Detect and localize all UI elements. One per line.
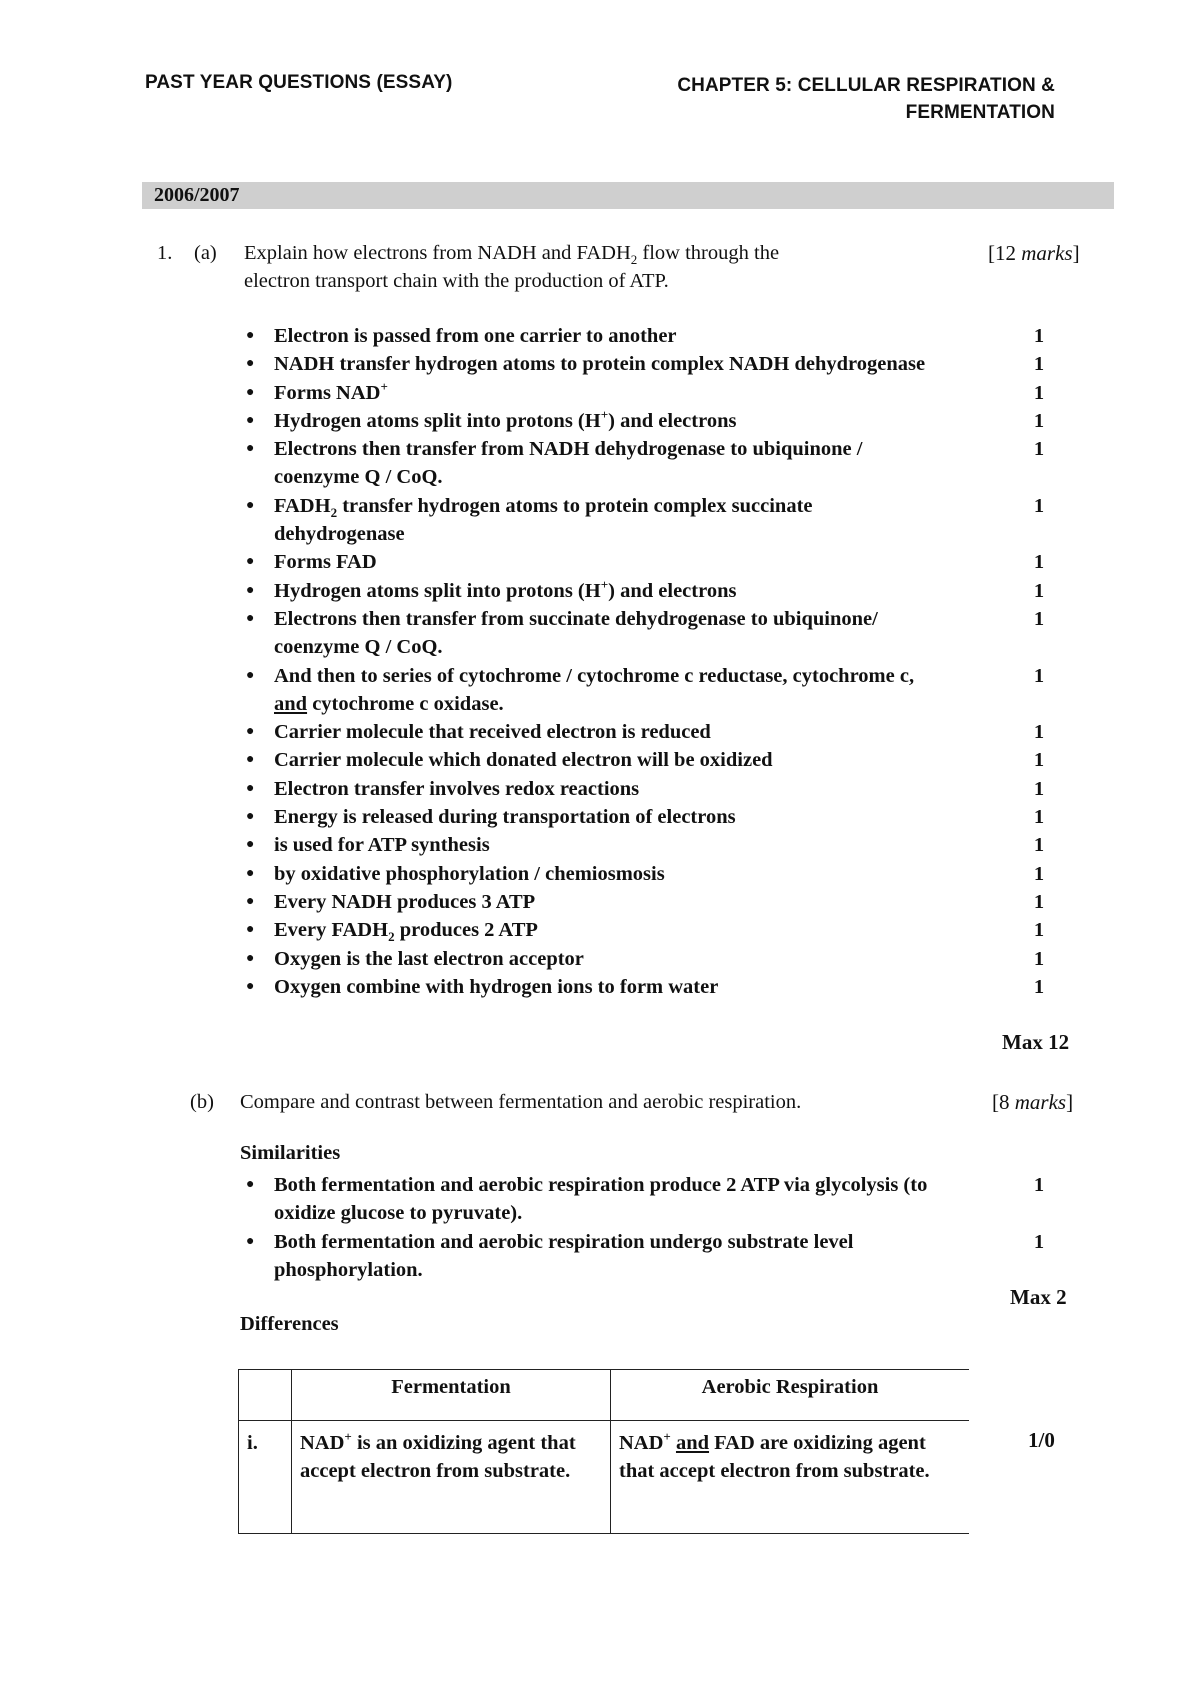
point-score: 1 (1033, 409, 1045, 432)
bullet-icon: ● (246, 1233, 255, 1249)
bullet-icon: ● (246, 922, 255, 938)
list-item (244, 576, 1045, 605)
part-a-question-line1: Explain how electrons from NADH and $FADH_2$ flow through the (244, 242, 780, 268)
list-item (244, 803, 1045, 831)
point-score: 1 (1033, 721, 1045, 744)
point-score: 1 (1033, 806, 1045, 829)
similarities-heading: Similarities (240, 1142, 341, 1164)
point-text: is used for ATP synthesis (274, 834, 490, 857)
point-text: Forms FAD (274, 551, 377, 574)
bullet-icon: ● (246, 554, 255, 570)
point-score: 1 (1033, 438, 1045, 461)
list-item (244, 605, 1045, 662)
table-cell-aerobic: NAD+ and FAD are oxidizing agent that accept electron from substrate. (611, 1421, 970, 1534)
differences-table (238, 1369, 969, 1534)
year-label: 2006/2007 (154, 184, 240, 206)
table-header-aerobic: Aerobic Respiration (611, 1370, 970, 1421)
bullet-icon: ● (246, 1177, 255, 1192)
point-text: Hydrogen atoms split into protons (H+) and electrons (274, 576, 737, 602)
table-cell-fermentation: NAD+ is an oxidizing agent that accept electron from substrate. (292, 1421, 611, 1534)
list-item (244, 492, 1045, 549)
list-item (244, 435, 1045, 492)
point-score: 1 (1033, 664, 1045, 687)
point-text: And then to series of cytochrome / cytochrome c reductase, cytochrome c, and cytochrome c oxidase. (274, 664, 915, 715)
bullet-icon: ● (246, 384, 255, 400)
point-score: 1 (1033, 494, 1045, 517)
list-item (244, 973, 1045, 1001)
point-score: 1 (1033, 777, 1045, 800)
list-item (244, 1228, 1045, 1285)
list-item (244, 662, 1045, 719)
table-row-score: 1/0 (1028, 1428, 1055, 1452)
point-score: 1 (1033, 890, 1045, 913)
bullet-icon: ● (246, 724, 255, 740)
point-text: Every NADH produces 3 ATP (274, 890, 536, 913)
bullet-icon: ● (246, 865, 255, 881)
bullet-icon: ● (246, 497, 255, 513)
bullet-icon: ● (246, 412, 255, 428)
part-b-marks: [8 marks] (992, 1090, 1074, 1114)
list-item (244, 548, 1045, 576)
table-header-num (239, 1370, 292, 1421)
header-left: PAST YEAR QUESTIONS (ESSAY) (145, 72, 453, 93)
list-item (244, 378, 1045, 407)
bullet-icon: ● (246, 441, 255, 457)
point-text: Both fermentation and aerobic respiration produce 2 ATP via glycolysis (to oxidize glucose to pyruvate). (274, 1174, 928, 1225)
list-item (244, 350, 1045, 378)
bullet-icon: ● (246, 328, 255, 343)
table-row-num: i. (239, 1421, 292, 1534)
list-item (244, 322, 1045, 350)
point-score: 1 (1033, 551, 1045, 574)
point-score: 1 (1033, 325, 1045, 347)
differences-heading: Differences (240, 1313, 339, 1335)
part-a-label: (a) (194, 242, 217, 264)
table-header-row (239, 1370, 970, 1421)
point-score: 1 (1033, 607, 1045, 630)
point-score: 1 (1033, 834, 1045, 857)
similarities-max: Max 2 (1010, 1285, 1067, 1309)
point-score: 1 (1033, 353, 1045, 376)
point-text: Hydrogen atoms split into protons (H+) and electrons (274, 407, 737, 432)
point-text: Carrier molecule which donated electron will be oxidized (274, 749, 773, 772)
bullet-icon: ● (246, 893, 255, 909)
point-score: 1 (1033, 1174, 1045, 1196)
bullet-icon: ● (246, 356, 255, 372)
point-text: Oxygen is the last electron acceptor (274, 947, 584, 970)
point-text: $FADH_2$ transfer hydrogen atoms to protein complex succinate dehydrogenase (274, 494, 813, 546)
part-a-question (244, 239, 924, 295)
table-header-fermentation: Fermentation (292, 1370, 611, 1421)
question-number: 1. (157, 242, 173, 264)
point-text: Every $FADH_2$ produces 2 ATP (274, 919, 538, 945)
table-row (239, 1421, 970, 1534)
part-a-max: Max 12 (1002, 1030, 1070, 1054)
point-text: Electrons then transfer from NADH dehydrogenase to ubiquinone / coenzyme Q / CoQ. (274, 438, 863, 489)
bullet-icon: ● (246, 610, 255, 626)
list-item (244, 888, 1045, 916)
part-a-question-line2: electron transport chain with the production of ATP. (244, 270, 669, 292)
part-b-question: Compare and contrast between fermentation and aerobic respiration. (240, 1091, 802, 1113)
header-right (655, 72, 1055, 126)
header-right-line2: FERMENTATION (905, 102, 1055, 123)
point-text: Electron is passed from one carrier to another (274, 325, 677, 347)
list-item (244, 860, 1045, 888)
bullet-icon: ● (246, 752, 255, 768)
point-text: Energy is released during transportation of electrons (274, 806, 736, 829)
list-item (244, 1171, 1045, 1228)
list-item (244, 718, 1045, 746)
bullet-icon: ● (246, 582, 255, 598)
point-score: 1 (1033, 1230, 1045, 1253)
point-text: NADH transfer hydrogen atoms to protein complex NADH dehydrogenase (274, 353, 926, 376)
point-score: 1 (1033, 381, 1045, 404)
point-score: 1 (1033, 919, 1045, 942)
point-text: Oxygen combine with hydrogen ions to form water (274, 975, 719, 998)
list-item (244, 916, 1045, 945)
point-text: Carrier molecule that received electron is reduced (274, 721, 711, 744)
similarities-points (244, 1171, 1045, 1284)
bullet-icon: ● (246, 837, 255, 853)
list-item (244, 746, 1045, 774)
point-score: 1 (1033, 579, 1045, 602)
point-score: 1 (1033, 947, 1045, 970)
header-right-line1: CHAPTER 5: CELLULAR RESPIRATION & (677, 75, 1055, 96)
list-item (244, 945, 1045, 973)
point-text: Both fermentation and aerobic respiration undergo substrate level phosphorylation. (274, 1230, 854, 1281)
bullet-icon: ● (246, 667, 255, 683)
point-text: by oxidative phosphorylation / chemiosmosis (274, 862, 665, 885)
point-text: Electrons then transfer from succinate dehydrogenase to ubiquinone/ coenzyme Q / CoQ. (274, 607, 878, 659)
part-a-marks: [12 marks] (988, 241, 1080, 265)
point-text: Forms NAD+ (274, 378, 388, 404)
point-text: Electron transfer involves redox reactions (274, 777, 640, 800)
bullet-icon: ● (246, 809, 255, 825)
point-score: 1 (1033, 975, 1045, 998)
point-score: 1 (1033, 749, 1045, 772)
list-item (244, 831, 1045, 859)
point-score: 1 (1033, 862, 1045, 885)
list-item (244, 775, 1045, 803)
list-item (244, 407, 1045, 435)
year-bar (142, 182, 1114, 209)
part-b-label: (b) (190, 1091, 214, 1113)
bullet-icon: ● (246, 780, 255, 796)
bullet-icon: ● (246, 978, 255, 994)
part-a-points (244, 322, 1045, 1001)
bullet-icon: ● (246, 950, 255, 966)
